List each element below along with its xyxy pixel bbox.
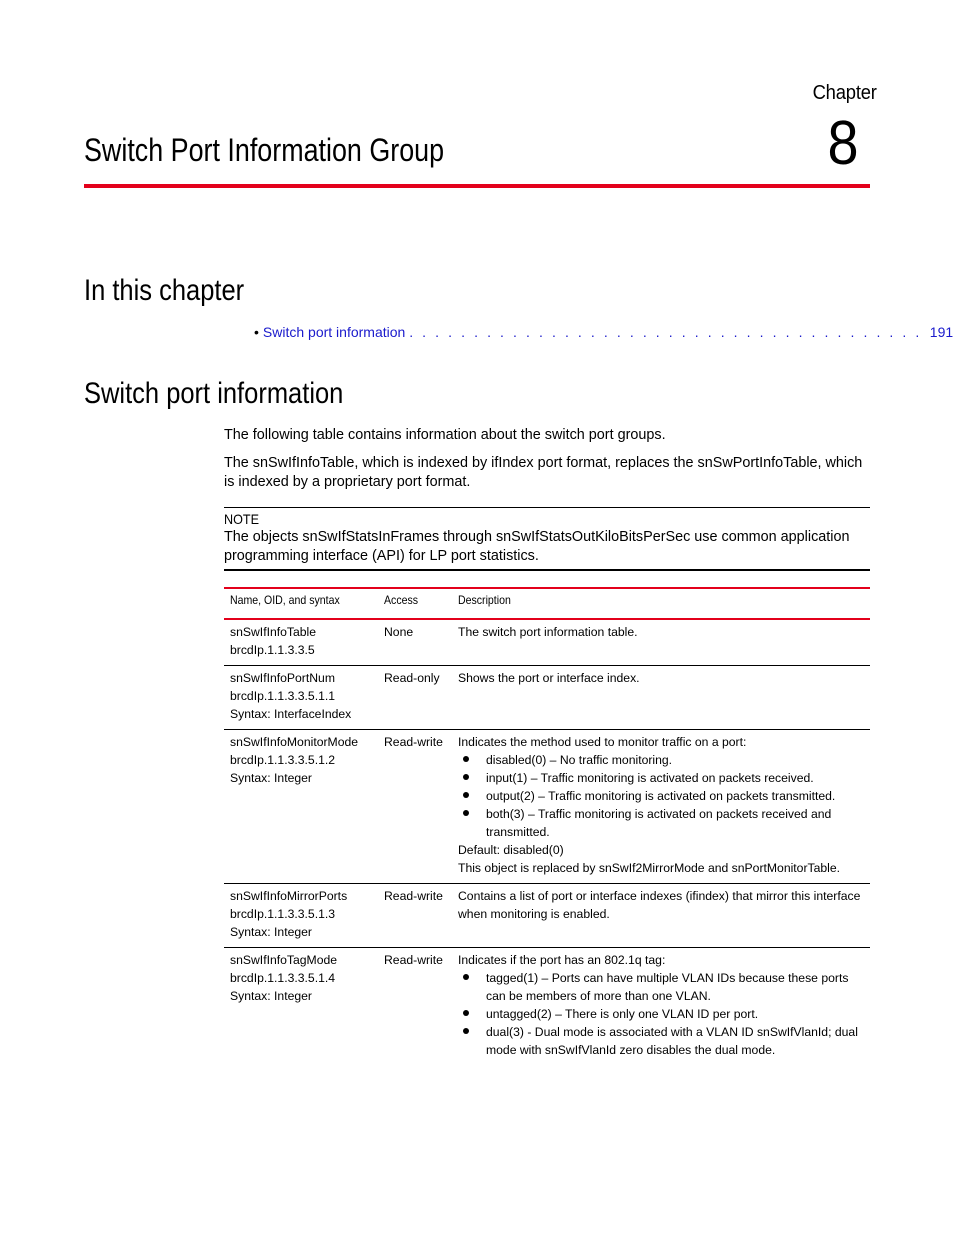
object-syntax: Syntax: Integer	[230, 989, 312, 1003]
cell-access: None	[378, 619, 452, 666]
cell-name-oid-syntax	[224, 884, 378, 948]
cell-description	[452, 884, 870, 948]
cell-name-oid-syntax	[224, 730, 378, 884]
table-header-row	[224, 588, 870, 619]
object-syntax: Syntax: InterfaceIndex	[230, 707, 352, 721]
note-top-rule	[224, 507, 870, 508]
table-row	[224, 730, 870, 884]
object-name: snSwIfInfoMirrorPorts	[230, 889, 348, 903]
description-intro: Shows the port or interface index.	[458, 671, 640, 685]
table-row	[224, 619, 870, 666]
list-item: both(3) – Traffic monitoring is activated on packets received and transmitted.	[458, 805, 864, 841]
object-name: snSwIfInfoTable	[230, 625, 317, 639]
in-this-chapter-heading: In this chapter	[84, 274, 245, 307]
object-syntax: Syntax: Integer	[230, 771, 312, 785]
description-intro: Contains a list of port or interface indexes (ifindex) that mirror this interface when monitoring is enabled.	[458, 889, 861, 921]
object-oid: brcdIp.1.1.3.3.5.1.3	[230, 907, 336, 921]
toc-page-number[interactable]: 191	[929, 324, 954, 340]
list-item: tagged(1) – Ports can have multiple VLAN IDs because these ports can be members of more than one VLAN.	[458, 969, 864, 1005]
chapter-title: Switch Port Information Group	[84, 132, 445, 168]
cell-access: Read-write	[378, 884, 452, 948]
table-row	[224, 666, 870, 730]
cell-access: Read-write	[378, 730, 452, 884]
object-oid: brcdIp.1.1.3.3.5.1.2	[230, 753, 336, 767]
cell-description	[452, 730, 870, 884]
chapter-title-rule	[84, 184, 870, 188]
description-bullet-list	[458, 969, 864, 1059]
toc-entry[interactable]	[254, 321, 954, 343]
cell-access: Read-write	[384, 953, 443, 967]
object-name: snSwIfInfoPortNum	[230, 671, 335, 685]
chapter-label: Chapter	[812, 82, 877, 104]
cell-description	[452, 619, 870, 666]
description-intro: Indicates the method used to monitor traffic on a port:	[458, 735, 747, 749]
description-bullet-list	[458, 751, 864, 841]
mib-object-table	[224, 587, 870, 1065]
note-label: NOTE	[224, 511, 260, 527]
cell-name-oid-syntax	[224, 948, 378, 1066]
note-text: The objects snSwIfStatsInFrames through snSwIfStatsOutKiloBitsPerSec use common application programming interface (API) for LP port statistics.	[224, 529, 850, 564]
object-oid: brcdIp.1.1.3.3.5	[230, 643, 315, 657]
table-row	[224, 884, 870, 948]
cell-name-oid-syntax	[224, 666, 378, 730]
list-item: untagged(2) – There is only one VLAN ID per port.	[458, 1005, 864, 1023]
section-heading: Switch port information	[84, 377, 344, 410]
intro-paragraph: The following table contains information about the switch port groups.	[224, 427, 666, 443]
cell-description	[452, 666, 870, 730]
list-item: dual(3) - Dual mode is associated with a VLAN ID snSwIfVlanId; dual mode with snSwIfVlanId zero disables the dual mode.	[458, 1023, 864, 1059]
header-name-oid-syntax: Name, OID, and syntax	[224, 588, 378, 619]
note-bottom-rule	[224, 569, 870, 571]
object-name: snSwIfInfoMonitorMode	[230, 735, 359, 749]
description-intro: The switch port information table.	[458, 625, 638, 639]
description-intro: Indicates if the port has an 802.1q tag:	[458, 953, 666, 967]
cell-name-oid-syntax	[224, 619, 378, 666]
toc-leader-dots: . . . . . . . . . . . . . . . . . . . . . . . . . . . . . . . . . . . . . . . .	[409, 324, 922, 340]
replacement-paragraph: The snSwIfInfoTable, which is indexed by ifIndex port format, replaces the snSwPortInfoTable, which is indexed by a proprietary port format.	[224, 455, 863, 490]
cell-description	[452, 948, 870, 1066]
list-item: disabled(0) – No traffic monitoring.	[458, 751, 864, 769]
object-oid: brcdIp.1.1.3.3.5.1.1	[230, 689, 336, 703]
cell-access: Read-only	[378, 666, 452, 730]
table-row	[224, 948, 870, 1066]
object-syntax: Syntax: Integer	[230, 925, 312, 939]
object-name: snSwIfInfoTagMode	[230, 953, 338, 967]
description-note: This object is replaced by snSwIf2MirrorMode and snPortMonitorTable.	[458, 861, 841, 875]
toc-link-switch-port-information[interactable]: Switch port information	[262, 324, 406, 340]
list-item: output(2) – Traffic monitoring is activated on packets transmitted.	[458, 787, 864, 805]
chapter-number: 8	[826, 109, 858, 178]
header-access: Access	[378, 588, 452, 619]
object-oid: brcdIp.1.1.3.3.5.1.4	[230, 971, 336, 985]
toc-bullet: •	[254, 324, 259, 340]
list-item: input(1) – Traffic monitoring is activated on packets received.	[458, 769, 864, 787]
header-description: Description	[452, 588, 870, 619]
description-note: Default: disabled(0)	[458, 843, 564, 857]
